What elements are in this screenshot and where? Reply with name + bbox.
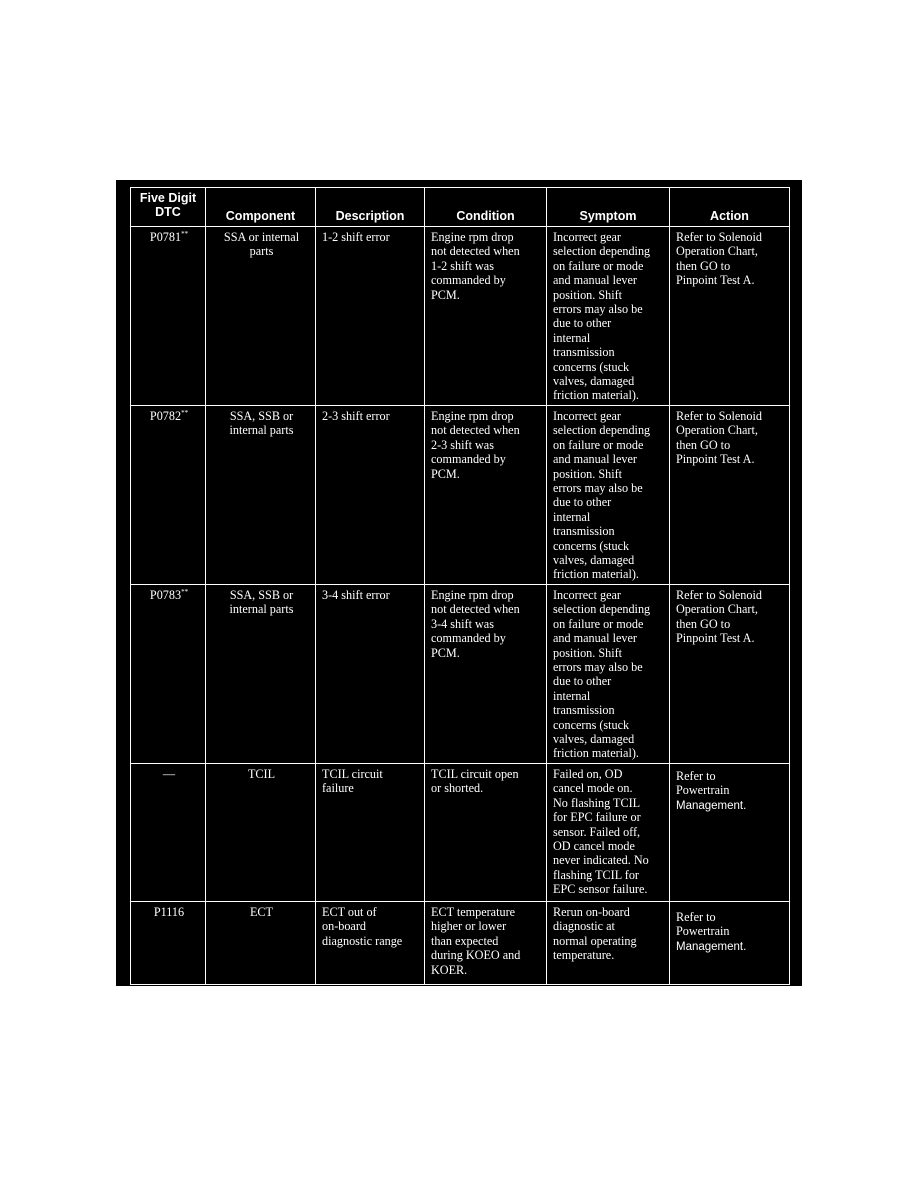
cell-condition: ECT temperature higher or lower than expected during KOEO and KOER. (425, 902, 547, 985)
cell-dtc (131, 764, 206, 902)
cell-condition: Engine rpm drop not detected when 2-3 shift was commanded by PCM. (425, 406, 547, 585)
table-header-row (131, 188, 790, 227)
cell-symptom: Incorrect gear selection depending on failure or mode and manual lever position. Shift errors may also be due to other internal transmission concerns (stuck valves, damaged friction material). (547, 227, 670, 406)
header-component: Component (206, 188, 316, 227)
cell-description: 3-4 shift error (316, 585, 425, 764)
cell-component: SSA, SSB or internal parts (206, 406, 316, 585)
dtc-table (130, 187, 790, 985)
cell-dtc (131, 585, 206, 764)
header-description: Description (316, 188, 425, 227)
dtc-mark: ** (181, 230, 189, 238)
cell-component: TCIL (206, 764, 316, 902)
action-text: Refer to Powertrain (676, 910, 730, 939)
header-condition: Condition (425, 188, 547, 227)
action-text: Refer to Powertrain (676, 769, 730, 798)
cell-condition: Engine rpm drop not detected when 3-4 shift was commanded by PCM. (425, 585, 547, 764)
dtc-mark: ** (181, 409, 189, 417)
cell-symptom: Failed on, OD cancel mode on. No flashing TCIL for EPC failure or sensor. Failed off, OD cancel mode never indicated. No flashing TCIL for EPC sensor failure. (547, 764, 670, 902)
cell-action: Refer to Solenoid Operation Chart, then GO to Pinpoint Test A. (670, 585, 790, 764)
dtc-code: P0783 (149, 588, 182, 602)
header-action: Action (670, 188, 790, 227)
table-row (131, 406, 790, 585)
table-row (131, 764, 790, 902)
cell-action (670, 764, 790, 902)
cell-component: SSA or internal parts (206, 227, 316, 406)
table-row (131, 902, 790, 985)
dtc-mark: ** (181, 588, 189, 596)
cell-action: Refer to Solenoid Operation Chart, then GO to Pinpoint Test A. (670, 406, 790, 585)
header-dtc: Five Digit DTC (131, 188, 206, 227)
cell-description: ECT out of on-board diagnostic range (316, 902, 425, 985)
cell-description: TCIL circuit failure (316, 764, 425, 902)
cell-symptom: Incorrect gear selection depending on failure or mode and manual lever position. Shift errors may also be due to other internal transmission concerns (stuck valves, damaged friction material). (547, 406, 670, 585)
cell-dtc (131, 406, 206, 585)
cell-dtc (131, 902, 206, 985)
cell-description: 2-3 shift error (316, 406, 425, 585)
table-row (131, 227, 790, 406)
cell-description: 1-2 shift error (316, 227, 425, 406)
action-text-link: Management. (676, 799, 747, 812)
dtc-code: P0782 (149, 409, 182, 423)
cell-condition: Engine rpm drop not detected when 1-2 shift was commanded by PCM. (425, 227, 547, 406)
table-row (131, 585, 790, 764)
cell-component: SSA, SSB or internal parts (206, 585, 316, 764)
table-panel (116, 180, 802, 986)
action-text-link: Management. (676, 940, 747, 953)
cell-symptom: Rerun on-board diagnostic at normal operating temperature. (547, 902, 670, 985)
dtc-code: — (162, 767, 176, 781)
cell-action (670, 902, 790, 985)
header-symptom: Symptom (547, 188, 670, 227)
cell-component: ECT (206, 902, 316, 985)
dtc-code: P0781 (149, 230, 182, 244)
dtc-code: P1116 (153, 905, 185, 919)
cell-dtc (131, 227, 206, 406)
cell-condition: TCIL circuit open or shorted. (425, 764, 547, 902)
cell-action: Refer to Solenoid Operation Chart, then GO to Pinpoint Test A. (670, 227, 790, 406)
cell-symptom: Incorrect gear selection depending on failure or mode and manual lever position. Shift errors may also be due to other internal transmission concerns (stuck valves, damaged friction material). (547, 585, 670, 764)
